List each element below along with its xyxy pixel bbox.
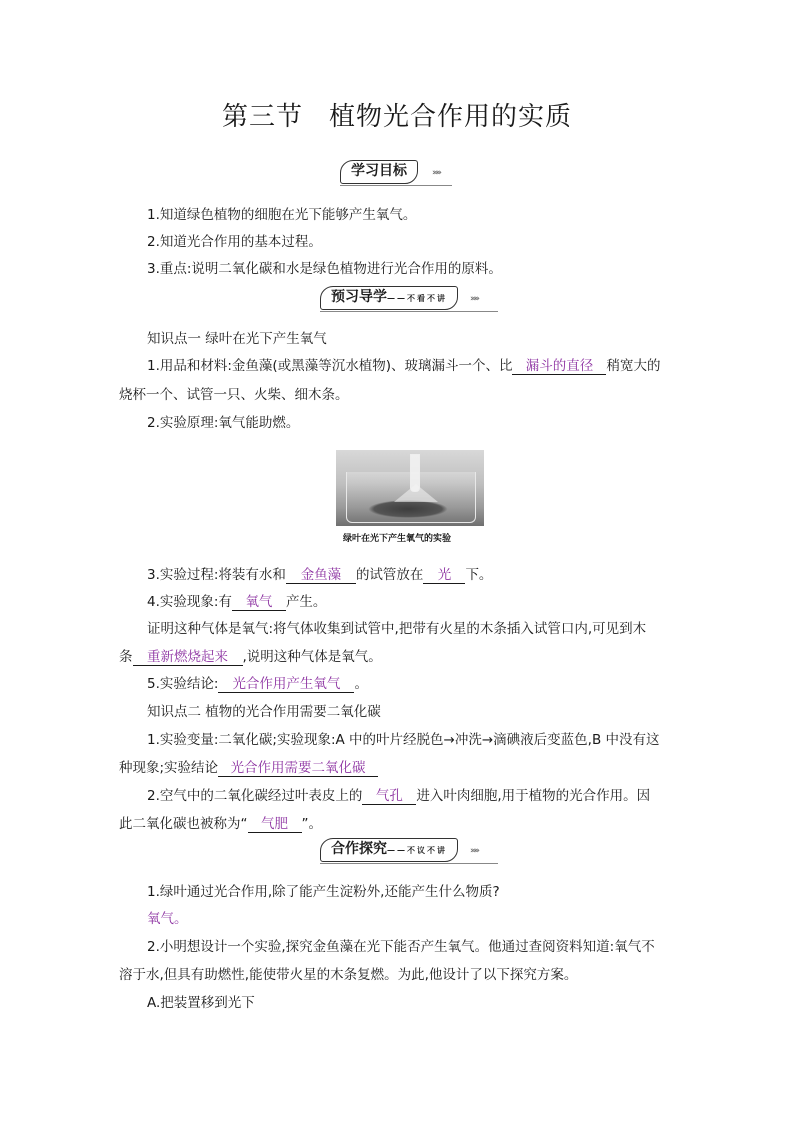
chevron-arrows-icon: ››››› xyxy=(432,168,440,178)
kp2-heading: 知识点二 植物的光合作用需要二氧化碳 xyxy=(147,704,381,720)
banner-underline xyxy=(320,863,498,864)
banner-explore xyxy=(320,838,502,864)
kp1-line: 1.用品和材料:金鱼藻(或黑藻等沉水植物)、玻璃漏斗一个、比 漏斗的直径 稍宽大的 xyxy=(147,358,661,374)
kp1-line: 2.实验原理:氧气能助燃。 xyxy=(147,415,300,431)
page-title xyxy=(0,96,794,133)
kp1-line: 条 重新燃烧起来 ,说明这种气体是氧气。 xyxy=(119,649,382,665)
kp1-heading: 知识点一 绿叶在光下产生氧气 xyxy=(147,331,327,347)
banner-preview xyxy=(320,286,502,312)
question-option: A.把装置移到光下 xyxy=(147,995,255,1011)
kp2-line: 此二氧化碳也被称为“ 气肥 ”。 xyxy=(119,816,322,832)
kp2-line: 1.实验变量:二氧化碳;实验现象:A 中的叶片经脱色→冲洗→滴碘液后变蓝色,B 中没有这 xyxy=(147,732,660,748)
photo-caption: 绿叶在光下产生氧气的实验 xyxy=(342,534,451,544)
question: 溶于水,但具有助燃性,能使带火星的木条复燃。为此,他设计了以下探究方案。 xyxy=(119,967,578,983)
banner-underline xyxy=(320,311,498,312)
answer-blank: 光 xyxy=(423,567,465,584)
banner-label-box: 合作探究——不议不讲 xyxy=(320,838,458,862)
chevron-arrows-icon: ››››› xyxy=(470,294,478,304)
section-title: 植物光合作用的实质 xyxy=(329,102,573,132)
answer-blank: 漏斗的直径 xyxy=(512,358,606,375)
question: 2.小明想设计一个实验,探究金鱼藻在光下能否产生氧气。他通过查阅资料知道:氧气不 xyxy=(147,939,655,955)
kp2-line: 种现象;实验结论 光合作用需要二氧化碳 xyxy=(119,756,378,777)
banner-label-box: 预习导学——不看不讲 xyxy=(320,286,458,310)
answer-blank: 重新燃烧起来 xyxy=(133,649,243,666)
goal-item: 1.知道绿色植物的细胞在光下能够产生氧气。 xyxy=(147,207,417,223)
goal-item: 3.重点:说明二氧化碳和水是绿色植物进行光合作用的原料。 xyxy=(147,261,502,277)
answer-blank: 气肥 xyxy=(248,816,302,833)
answer-blank: 气孔 xyxy=(362,788,416,805)
kp2-line: 2.空气中的二氧化碳经过叶表皮上的 气孔 进入叶肉细胞,用于植物的光合作用。因 xyxy=(147,788,651,804)
banner-underline xyxy=(340,185,452,186)
question: 1.绿叶通过光合作用,除了能产生淀粉外,还能产生什么物质? xyxy=(147,884,500,900)
kp1-line: 证明这种气体是氧气:将气体收集到试管中,把带有火星的木条插入试管口内,可见到木 xyxy=(147,621,647,637)
kp1-line: 3.实验过程:将装有水和 金鱼藻 的试管放在 光 下。 xyxy=(147,567,493,583)
chevron-arrows-icon: ››››› xyxy=(470,846,478,856)
kp1-line: 5.实验结论: 光合作用产生氧气 。 xyxy=(147,676,368,692)
section-number: 第三节 xyxy=(221,102,303,132)
banner-learning-goals xyxy=(340,160,460,186)
goal-item: 2.知道光合作用的基本过程。 xyxy=(147,234,322,250)
answer-blank: 光合作用产生氧气 xyxy=(218,676,354,693)
aquatic-plant-shape xyxy=(368,500,448,518)
answer: 氧气。 xyxy=(147,911,188,927)
test-tube-shape xyxy=(410,454,420,492)
answer-blank: 光合作用需要二氧化碳 xyxy=(218,760,378,777)
kp1-line: 烧杯一个、试管一只、火柴、细木条。 xyxy=(119,387,349,403)
banner-label-box: 学习目标 xyxy=(340,160,418,184)
answer-blank: 金鱼藻 xyxy=(286,567,356,584)
experiment-photo xyxy=(336,450,484,526)
answer-blank: 氧气 xyxy=(232,594,286,611)
kp1-line: 4.实验现象:有 氧气 产生。 xyxy=(147,594,327,610)
